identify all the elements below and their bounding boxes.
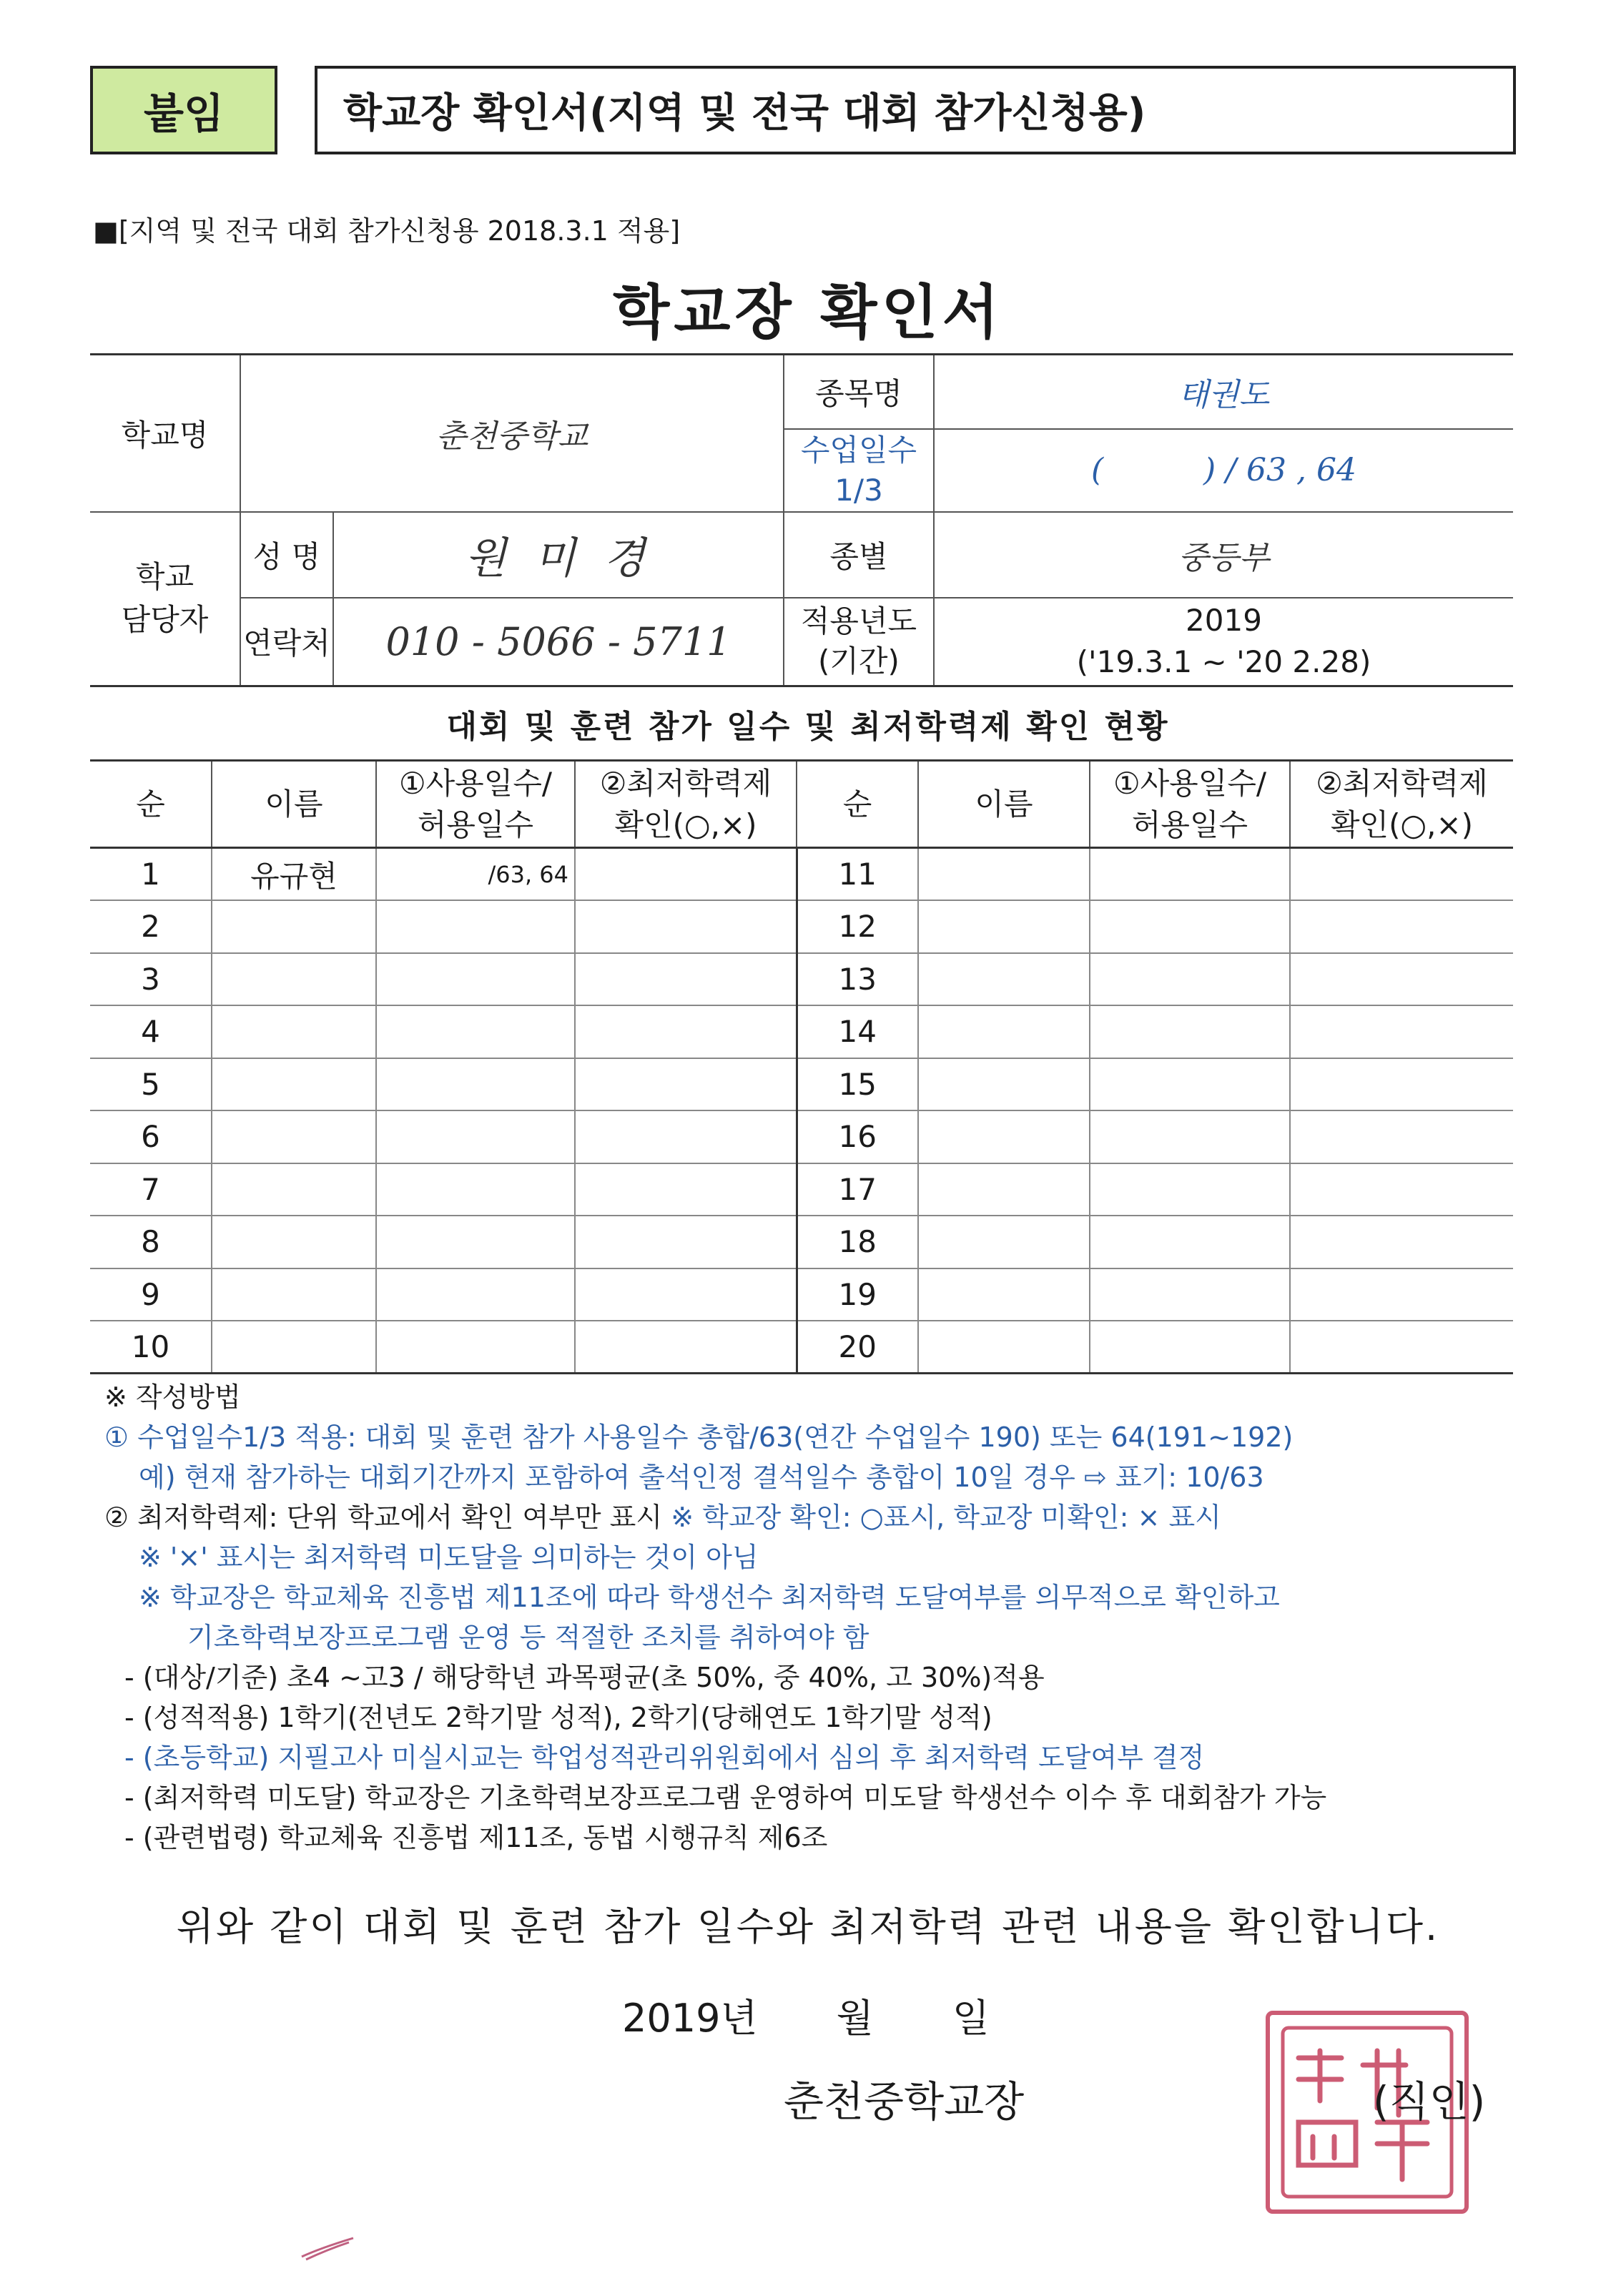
event-value: 태권도 xyxy=(934,355,1513,429)
row-min-right xyxy=(1290,953,1513,1006)
days-label-line2: 1/3 xyxy=(834,472,883,508)
row-min xyxy=(575,1058,797,1111)
row-days xyxy=(376,953,575,1006)
page-title: 학교장 확인서 xyxy=(613,279,1003,347)
person-label-line2: 담당자 xyxy=(121,602,209,638)
header-title: 학교장 확인서(지역 및 전국 대회 참가신청용) xyxy=(315,66,1516,154)
row-no: 10 xyxy=(90,1321,212,1374)
row-min xyxy=(575,1005,797,1058)
row-min-right xyxy=(1290,900,1513,953)
note-1b: 예) 현재 참가하는 대회기간까지 포함하여 출석인정 결석일수 총합이 10일 경우 ⇨ 표기: 10/63 xyxy=(139,1462,1264,1493)
detail-4: - (최저학력 미도달) 학교장은 기초학력보장프로그램 운영하여 미도달 학생선수 이수 후 대회참가 가능 xyxy=(124,1782,1327,1813)
instructions xyxy=(104,1377,1520,1858)
row-no-right: 20 xyxy=(797,1321,918,1374)
row-min-right xyxy=(1290,1321,1513,1374)
person-label-line1: 학교 xyxy=(135,559,194,595)
days-label xyxy=(784,429,934,512)
note-2 xyxy=(104,1497,1520,1537)
school-label: 학교명 xyxy=(90,355,240,512)
row-name xyxy=(212,1110,376,1163)
row-name-right xyxy=(918,1216,1090,1268)
participation-table xyxy=(90,759,1513,1374)
row-name-right xyxy=(918,1058,1090,1111)
row-no-right: 18 xyxy=(797,1216,918,1268)
row-min xyxy=(575,1268,797,1321)
row-no: 5 xyxy=(90,1058,212,1111)
year-value: 2019 xyxy=(1186,603,1262,639)
row-days xyxy=(376,1268,575,1321)
row-name-right xyxy=(918,1321,1090,1374)
date-year: 2019년 xyxy=(622,1996,758,2041)
row-name xyxy=(212,953,376,1006)
table-row xyxy=(90,1163,1513,1216)
row-name-right xyxy=(918,848,1090,901)
row-days-right xyxy=(1090,1163,1290,1216)
division-value: 중등부 xyxy=(934,512,1513,598)
row-min xyxy=(575,953,797,1006)
info-table xyxy=(90,353,1513,687)
section-title: 대회 및 훈련 참가 일수 및 최저학력제 확인 현황 xyxy=(446,709,1170,745)
col-min-right xyxy=(1290,761,1513,848)
attachment-label: 붙임 xyxy=(90,66,277,154)
note-2-plain: ② 최저학력제: 단위 학교에서 확인 여부만 표시 xyxy=(104,1502,663,1533)
row-name xyxy=(212,1216,376,1268)
row-min-right xyxy=(1290,1058,1513,1111)
row-days-right xyxy=(1090,1268,1290,1321)
name-label: 성 명 xyxy=(240,512,333,598)
col-no-right: 순 xyxy=(797,761,918,848)
table-row xyxy=(90,900,1513,953)
table-row xyxy=(90,1005,1513,1058)
table-row xyxy=(90,1216,1513,1268)
year-label-line2: (기간) xyxy=(818,644,900,679)
row-no: 1 xyxy=(90,848,212,901)
detail-5: - (관련법령) 학교체육 진흥법 제11조, 동법 시행규칙 제6조 xyxy=(124,1822,828,1853)
row-min xyxy=(575,848,797,901)
row-no: 7 xyxy=(90,1163,212,1216)
row-name: 유규현 xyxy=(212,848,376,901)
row-min xyxy=(575,1321,797,1374)
row-days: /63, 64 xyxy=(376,848,575,901)
col-days xyxy=(376,761,575,848)
year-value-cell xyxy=(934,598,1513,686)
seal-label: (직인) xyxy=(1373,2077,1486,2126)
row-min-right xyxy=(1290,1110,1513,1163)
row-min-right xyxy=(1290,1268,1513,1321)
confirm-statement: 위와 같이 대회 및 훈련 참가 일수와 최저학력 관련 내용을 확인합니다. xyxy=(176,1904,1440,1949)
row-days-right xyxy=(1090,848,1290,901)
table-row xyxy=(90,848,1513,901)
col-days-line1: ①사용일수/ xyxy=(398,765,553,801)
row-min-right xyxy=(1290,1216,1513,1268)
col-min xyxy=(575,761,797,848)
note-1a: ① 수업일수1/3 적용: 대회 및 훈련 참가 사용일수 총합/63(연간 수업일수 190) 또는 64(191~192) xyxy=(104,1422,1294,1453)
note-4b: 기초학력보장프로그램 운영 등 적절한 조치를 취하여야 함 xyxy=(187,1622,869,1653)
event-label: 종목명 xyxy=(784,355,934,429)
row-days-right xyxy=(1090,1216,1290,1268)
row-days xyxy=(376,900,575,953)
contact-label: 연락처 xyxy=(240,598,333,686)
table-row xyxy=(90,1058,1513,1111)
top-note: ■[지역 및 전국 대회 참가신청용 2018.3.1 적용] xyxy=(93,215,681,247)
stray-ink-mark xyxy=(299,2234,356,2262)
row-name xyxy=(212,1321,376,1374)
note-2-blue: ※ 학교장 확인: ○표시, 학교장 미확인: × 표시 xyxy=(671,1502,1221,1533)
row-name xyxy=(212,1268,376,1321)
col-min-line1: ②최저학력제 xyxy=(599,765,772,801)
row-name-right xyxy=(918,1163,1090,1216)
row-days xyxy=(376,1005,575,1058)
row-name xyxy=(212,1058,376,1111)
row-days-right xyxy=(1090,900,1290,953)
detail-3: - (초등학교) 지필고사 미실시교는 학업성적관리위원회에서 심의 후 최저학력 도달여부 결정 xyxy=(124,1742,1205,1773)
row-days-right xyxy=(1090,953,1290,1006)
row-no-right: 16 xyxy=(797,1110,918,1163)
row-no-right: 12 xyxy=(797,900,918,953)
contact-value: 010 - 5066 - 5711 xyxy=(333,598,784,686)
row-no: 6 xyxy=(90,1110,212,1163)
col-days-right-line2: 허용일수 xyxy=(1131,807,1248,842)
row-days xyxy=(376,1110,575,1163)
table-row xyxy=(90,1321,1513,1374)
row-days-right xyxy=(1090,1058,1290,1111)
notes-heading: ※ 작성방법 xyxy=(104,1381,241,1413)
row-no: 2 xyxy=(90,900,212,953)
days-value: ( ) / 63 , 64 xyxy=(934,429,1513,512)
row-days-right xyxy=(1090,1110,1290,1163)
division-label: 종별 xyxy=(784,512,934,598)
row-name xyxy=(212,1005,376,1058)
row-name-right xyxy=(918,1005,1090,1058)
row-days-right xyxy=(1090,1005,1290,1058)
row-name xyxy=(212,1163,376,1216)
col-days-right xyxy=(1090,761,1290,848)
col-no: 순 xyxy=(90,761,212,848)
person-label xyxy=(90,512,240,686)
name-value: 원 미 경 xyxy=(333,512,784,598)
row-days xyxy=(376,1058,575,1111)
date-line xyxy=(622,1988,990,2043)
col-min-line2: 확인(○,×) xyxy=(614,807,757,842)
row-min xyxy=(575,900,797,953)
row-min xyxy=(575,1216,797,1268)
row-name-right xyxy=(918,953,1090,1006)
row-name-right xyxy=(918,1110,1090,1163)
row-name xyxy=(212,900,376,953)
row-no: 8 xyxy=(90,1216,212,1268)
row-no-right: 15 xyxy=(797,1058,918,1111)
col-name-right: 이름 xyxy=(918,761,1090,848)
signer-name: 춘천중학교장 xyxy=(784,2077,1025,2126)
row-name-right xyxy=(918,1268,1090,1321)
year-label-line1: 적용년도 xyxy=(800,603,917,639)
school-value: 춘천중학교 xyxy=(240,355,784,512)
row-days-right xyxy=(1090,1321,1290,1374)
col-name: 이름 xyxy=(212,761,376,848)
row-name-right xyxy=(918,900,1090,953)
col-min-right-line2: 확인(○,×) xyxy=(1330,807,1474,842)
days-label-line1: 수업일수 xyxy=(800,432,917,468)
row-min-right xyxy=(1290,1005,1513,1058)
row-min xyxy=(575,1110,797,1163)
col-days-right-line1: ①사용일수/ xyxy=(1113,765,1267,801)
detail-1: - (대상/기준) 초4 ~고3 / 해당학년 과목평균(초 50%, 중 40%, 고 30%)적용 xyxy=(124,1662,1045,1693)
row-no: 3 xyxy=(90,953,212,1006)
period-value: ('19.3.1 ~ '20 2.28) xyxy=(1076,644,1371,680)
row-days xyxy=(376,1163,575,1216)
row-no-right: 17 xyxy=(797,1163,918,1216)
table-row xyxy=(90,1110,1513,1163)
note-3: ※ '×' 표시는 최저학력 미도달을 의미하는 것이 아님 xyxy=(139,1542,759,1573)
row-days xyxy=(376,1321,575,1374)
col-min-right-line1: ②최저학력제 xyxy=(1316,765,1488,801)
row-no-right: 11 xyxy=(797,848,918,901)
row-no: 9 xyxy=(90,1268,212,1321)
date-day: 일 xyxy=(952,1996,990,2041)
detail-2: - (성적적용) 1학기(전년도 2학기말 성적), 2학기(당해연도 1학기말 성적) xyxy=(124,1702,992,1733)
row-no-right: 14 xyxy=(797,1005,918,1058)
table-row xyxy=(90,1268,1513,1321)
table-row xyxy=(90,953,1513,1006)
row-no-right: 13 xyxy=(797,953,918,1006)
date-month: 월 xyxy=(836,1996,874,2041)
row-no-right: 19 xyxy=(797,1268,918,1321)
row-min-right xyxy=(1290,1163,1513,1216)
row-min xyxy=(575,1163,797,1216)
row-min-right xyxy=(1290,848,1513,901)
row-days xyxy=(376,1216,575,1268)
note-4a: ※ 학교장은 학교체육 진흥법 제11조에 따라 학생선수 최저학력 도달여부를 의무적으로 확인하고 xyxy=(139,1582,1280,1613)
row-no: 4 xyxy=(90,1005,212,1058)
col-days-line2: 허용일수 xyxy=(417,807,534,842)
year-label xyxy=(784,598,934,686)
